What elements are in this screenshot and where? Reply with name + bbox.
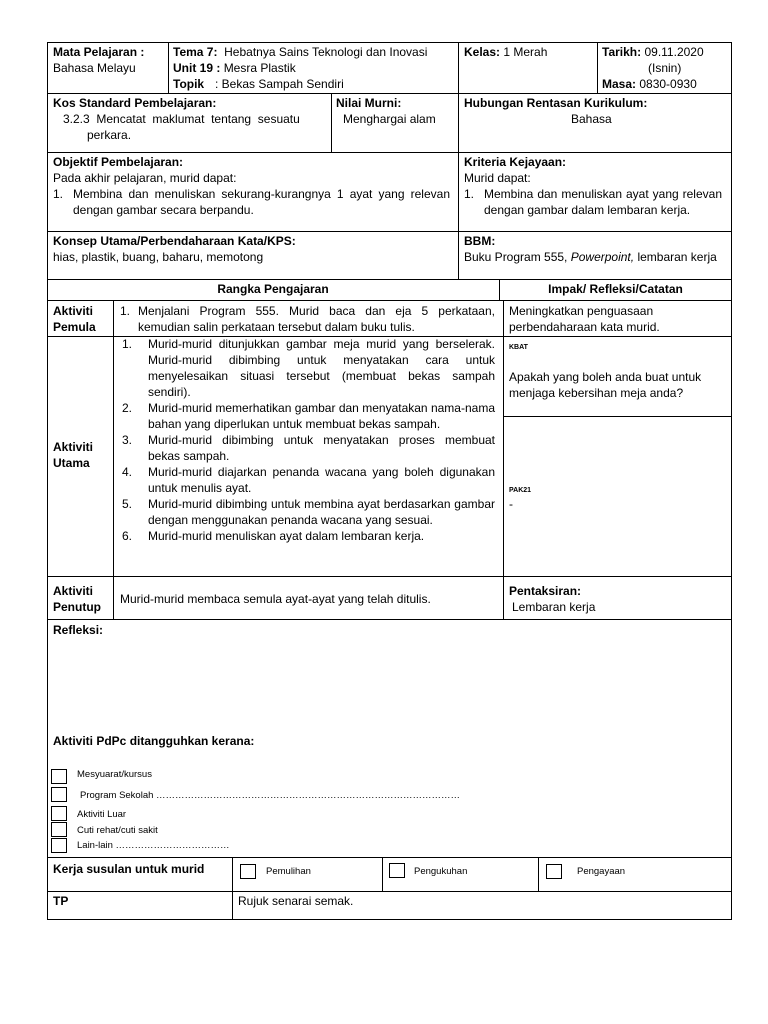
cuti-checkbox[interactable] bbox=[51, 822, 67, 837]
masa bbox=[602, 76, 697, 92]
kelas-value: 1 Merah bbox=[503, 45, 548, 59]
topik-label: Topik bbox=[173, 77, 205, 91]
row-divider bbox=[47, 857, 732, 858]
tarikh bbox=[602, 44, 704, 60]
tp-label: TP bbox=[53, 894, 69, 908]
aktiviti-luar-option: Aktiviti Luar bbox=[77, 809, 127, 820]
nilai-murni-value: Menghargai alam bbox=[343, 112, 436, 126]
objektif-item-number: 1. bbox=[53, 187, 64, 201]
list-item bbox=[122, 528, 495, 544]
list-item-number: 4. bbox=[122, 465, 133, 479]
col-divider bbox=[597, 42, 598, 93]
pemula-item-text: Menjalani Program 555. Murid baca dan eja 5 perkataan, kemudian salin perkataan tersebut dalam buku tulis. bbox=[138, 304, 495, 334]
pengayaan-option: Pengayaan bbox=[577, 866, 626, 877]
mata-pelajaran-value: Bahasa Melayu bbox=[53, 61, 136, 75]
list-item-number: 5. bbox=[122, 497, 133, 511]
row-divider bbox=[47, 891, 732, 892]
kriteria-intro: Murid dapat: bbox=[464, 171, 531, 185]
list-item-text: Murid-murid menuliskan ayat dalam lembaran kerja. bbox=[148, 529, 425, 543]
topik bbox=[173, 76, 344, 92]
list-item-text: Murid-murid ditunjukkan gambar meja murid yang berselerak. Murid-murid dibimbing untuk menyatakan cara untuk menyelesaikan situasi tersebut (membuat bekas sampah sendiri). bbox=[148, 337, 495, 399]
refleksi-label: Refleksi: bbox=[53, 623, 104, 637]
utama-activity-list bbox=[122, 336, 495, 544]
unit-label: Unit 19 : bbox=[173, 61, 221, 75]
lain-lain-checkbox[interactable] bbox=[51, 838, 67, 853]
col-divider bbox=[113, 300, 114, 619]
mesyuarat-checkbox[interactable] bbox=[51, 769, 67, 784]
penutup-label: Aktiviti Penutup bbox=[53, 584, 101, 614]
impak-header: Impak/ Refleksi/Catatan bbox=[548, 282, 683, 296]
aktiviti-luar-checkbox[interactable] bbox=[51, 806, 67, 821]
pak21-text: - bbox=[509, 497, 513, 511]
tarikh-day: (Isnin) bbox=[648, 61, 682, 75]
bbm-value-rest: lembaran kerja bbox=[634, 250, 717, 264]
row-divider bbox=[47, 93, 732, 94]
list-item bbox=[122, 496, 495, 528]
masa-label: Masa: bbox=[602, 77, 637, 91]
list-item-number: 6. bbox=[122, 529, 133, 543]
topik-value: : Bekas Sampah Sendiri bbox=[215, 77, 344, 91]
lain-lain-option: Lain-lain ……………………………… bbox=[77, 840, 230, 851]
objektif-label: Objektif Pembelajaran: bbox=[53, 155, 184, 169]
pengukuhan-checkbox[interactable] bbox=[389, 863, 405, 878]
penutup-text: Murid-murid membaca semula ayat-ayat yang telah ditulis. bbox=[120, 592, 431, 606]
kriteria-item-number: 1. bbox=[464, 187, 475, 201]
kbat-text: Apakah yang boleh anda buat untuk menjaga kebersihan meja anda? bbox=[509, 370, 702, 400]
bbm-label: BBM: bbox=[464, 234, 496, 248]
pak21-label: PAK21 bbox=[509, 487, 532, 494]
kelas bbox=[464, 44, 547, 60]
list-item-text: Murid-murid dibimbing untuk membina ayat berdasarkan gambar dengan menggunakan penanda wacana yang sesuai. bbox=[148, 497, 495, 527]
masa-value: 0830-0930 bbox=[639, 77, 697, 91]
pengayaan-checkbox[interactable] bbox=[546, 864, 562, 879]
nilai-murni-label: Nilai Murni: bbox=[336, 96, 402, 110]
tarikh-value: 09.11.2020 bbox=[644, 45, 704, 59]
row-divider bbox=[47, 619, 732, 620]
list-item bbox=[122, 400, 495, 432]
col-divider bbox=[331, 93, 332, 152]
tarikh-label: Tarikh: bbox=[602, 45, 642, 59]
col-divider bbox=[168, 42, 169, 93]
list-item bbox=[122, 336, 495, 400]
list-item-number: 1. bbox=[122, 337, 133, 351]
tema bbox=[173, 44, 427, 60]
col-divider bbox=[232, 857, 233, 920]
kriteria-item-text: Membina dan menuliskan ayat yang relevan dengan gambar dalam lembaran kerja. bbox=[484, 187, 722, 217]
col-divider bbox=[503, 300, 504, 619]
row-divider bbox=[47, 152, 732, 153]
utama-label: Aktiviti Utama bbox=[53, 440, 94, 470]
list-item-number: 3. bbox=[122, 433, 133, 447]
pemulihan-option: Pemulihan bbox=[266, 866, 311, 877]
kos-standard-label: Kos Standard Pembelajaran: bbox=[53, 96, 217, 110]
list-item bbox=[122, 464, 495, 496]
row-divider bbox=[47, 279, 732, 280]
unit-value: Mesra Plastik bbox=[223, 61, 296, 75]
tema-value: Hebatnya Sains Teknologi dan Inovasi bbox=[224, 45, 428, 59]
row-divider bbox=[47, 576, 732, 577]
col-divider bbox=[382, 857, 383, 892]
program-sekolah-checkbox[interactable] bbox=[51, 787, 67, 802]
objektif-item-text: Membina dan menuliskan sekurang-kurangnya 1 ayat yang relevan dengan gambar secara berpandu. bbox=[73, 187, 450, 217]
konsep-label: Konsep Utama/Perbendaharaan Kata/KPS: bbox=[53, 234, 296, 248]
hubungan-value: Bahasa bbox=[571, 112, 612, 126]
pemula-label: Aktiviti Pemula bbox=[53, 304, 96, 334]
list-item-text: Murid-murid diajarkan penanda wacana yang boleh digunakan untuk menulis ayat. bbox=[148, 465, 495, 495]
pemula-impak: Meningkatkan penguasaan perbendaharaan kata murid. bbox=[509, 304, 660, 334]
pentaksiran-label: Pentaksiran: bbox=[509, 584, 582, 598]
rangka-header: Rangka Pengajaran bbox=[217, 282, 329, 296]
bbm-value-italic: Powerpoint, bbox=[570, 250, 635, 264]
bbm-value bbox=[464, 249, 726, 265]
list-item-text: Murid-murid memerhatikan gambar dan menyatakan nama-nama bahan yang diperlukan untuk membuat bekas sampah. bbox=[148, 401, 495, 431]
pemulihan-checkbox[interactable] bbox=[240, 864, 256, 879]
pemula-item-number: 1. bbox=[120, 304, 131, 318]
list-item bbox=[122, 432, 495, 464]
row-divider bbox=[47, 231, 732, 232]
objektif-intro: Pada akhir pelajaran, murid dapat: bbox=[53, 171, 237, 185]
col-divider bbox=[538, 857, 539, 892]
hubungan-label: Hubungan Rentasan Kurikulum: bbox=[464, 96, 648, 110]
list-item-number: 2. bbox=[122, 401, 133, 415]
list-item-text: Murid-murid dibimbing untuk menyatakan proses membuat bekas sampah. bbox=[148, 433, 495, 463]
pentaksiran-value: Lembaran kerja bbox=[512, 600, 596, 614]
program-sekolah-option: Program Sekolah …………………………………………………………………………………… bbox=[80, 790, 461, 801]
mata-pelajaran-label: Mata Pelajaran : bbox=[53, 45, 145, 59]
konsep-value: hias, plastik, buang, baharu, memotong bbox=[53, 250, 264, 264]
kos-standard-line1: 3.2.3 Mencatat maklumat tentang sesuatu bbox=[63, 112, 300, 126]
tema-label: Tema 7: bbox=[173, 45, 218, 59]
row-divider bbox=[47, 300, 732, 301]
tp-value: Rujuk senarai semak. bbox=[238, 894, 354, 908]
kelas-label: Kelas: bbox=[464, 45, 501, 59]
bbm-value-text: Buku Program 555, bbox=[464, 250, 571, 264]
cuti-option: Cuti rehat/cuti sakit bbox=[77, 825, 158, 836]
kriteria-label: Kriteria Kejayaan: bbox=[464, 155, 567, 169]
mesyuarat-option: Mesyuarat/kursus bbox=[77, 769, 152, 780]
kerja-susulan-label: Kerja susulan untuk murid bbox=[53, 862, 205, 876]
kbat-label: KBAT bbox=[509, 344, 528, 351]
unit bbox=[173, 60, 296, 76]
kos-standard-line2: perkara. bbox=[87, 128, 132, 142]
pengukuhan-option: Pengukuhan bbox=[414, 866, 468, 877]
tangguh-label: Aktiviti PdPc ditangguhkan kerana: bbox=[53, 734, 255, 748]
col-divider bbox=[458, 42, 459, 280]
row-divider bbox=[503, 416, 732, 417]
